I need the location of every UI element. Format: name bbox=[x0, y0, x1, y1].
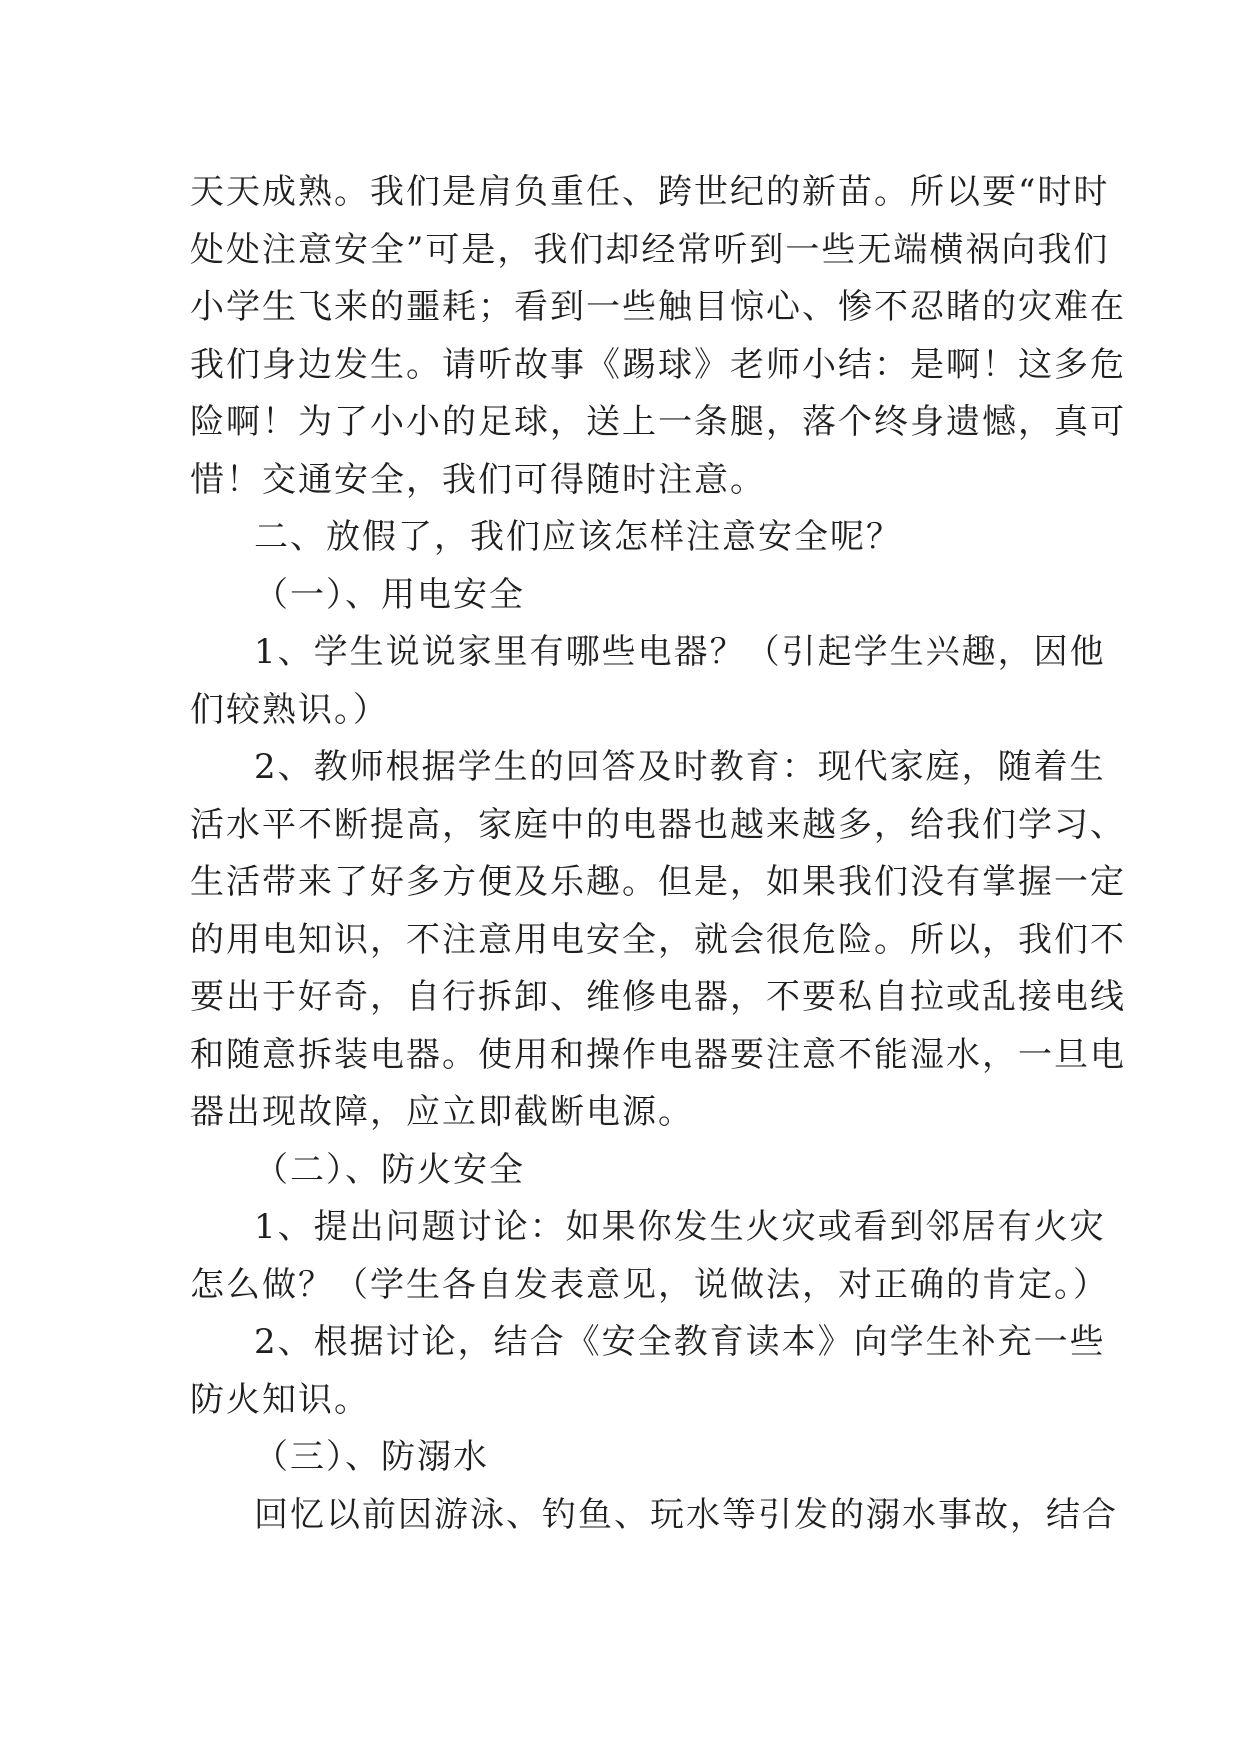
document-body bbox=[190, 164, 1126, 1544]
text-line: 1、提出问题讨论：如果你发生火灾或看到邻居有火灾 bbox=[254, 1207, 1106, 1247]
text-line: 怎么做？（学生各自发表意见，说做法，对正确的肯定。） bbox=[190, 1264, 1109, 1305]
text-line: 处处注意安全”可是，我们却经常听到一些无端横祸向我们 bbox=[190, 229, 1110, 270]
text-line: 小学生飞来的噩耗；看到一些触目惊心、惨不忍睹的灾难在 bbox=[190, 287, 1126, 327]
section-heading: 二、放假了，我们应该怎样注意安全呢？ bbox=[254, 517, 902, 557]
text-line: 2、根据讨论，结合《安全教育读本》向学生补充一些 bbox=[254, 1322, 1106, 1362]
text-line: 和随意拆装电器。使用和操作电器要注意不能湿水，一旦电 bbox=[190, 1034, 1126, 1075]
text-line: 器出现故障，应立即截断电源。 bbox=[190, 1092, 694, 1132]
text-line: 我们身边发生。请听故事《踢球》老师小结：是啊！这多危 bbox=[190, 344, 1126, 385]
text-line: 1、学生说说家里有哪些电器？（引起学生兴趣，因他 bbox=[254, 632, 1106, 672]
text-line: 防火知识。 bbox=[190, 1379, 370, 1420]
text-line: 们较熟识。） bbox=[190, 689, 389, 730]
text-line: 活水平不断提高，家庭中的电器也越来越多，给我们学习、 bbox=[190, 804, 1126, 845]
text-line: 天天成熟。我们是肩负重任、跨世纪的新苗。所以要“时时 bbox=[190, 172, 1110, 212]
text-line: 惜！交通安全，我们可得随时注意。 bbox=[190, 459, 766, 500]
subsection-heading: （二）、防火安全 bbox=[254, 1149, 525, 1190]
text-line: 险啊！为了小小的足球，送上一条腿，落个终身遗憾，真可 bbox=[190, 402, 1126, 442]
text-line: 要出于好奇，自行拆卸、维修电器，不要私自拉或乱接电线 bbox=[190, 977, 1126, 1017]
text-line: 的用电知识，不注意用电安全，就会很危险。所以，我们不 bbox=[190, 919, 1126, 960]
subsection-heading: （一）、用电安全 bbox=[254, 574, 525, 615]
subsection-heading: （三）、防溺水 bbox=[254, 1437, 489, 1477]
text-line: 回忆以前因游泳、钓鱼、玩水等引发的溺水事故，结合 bbox=[254, 1494, 1118, 1535]
text-line: 2、教师根据学生的回答及时教育：现代家庭，随着生 bbox=[254, 747, 1106, 787]
text-line: 生活带来了好多方便及乐趣。但是，如果我们没有掌握一定 bbox=[190, 862, 1126, 902]
